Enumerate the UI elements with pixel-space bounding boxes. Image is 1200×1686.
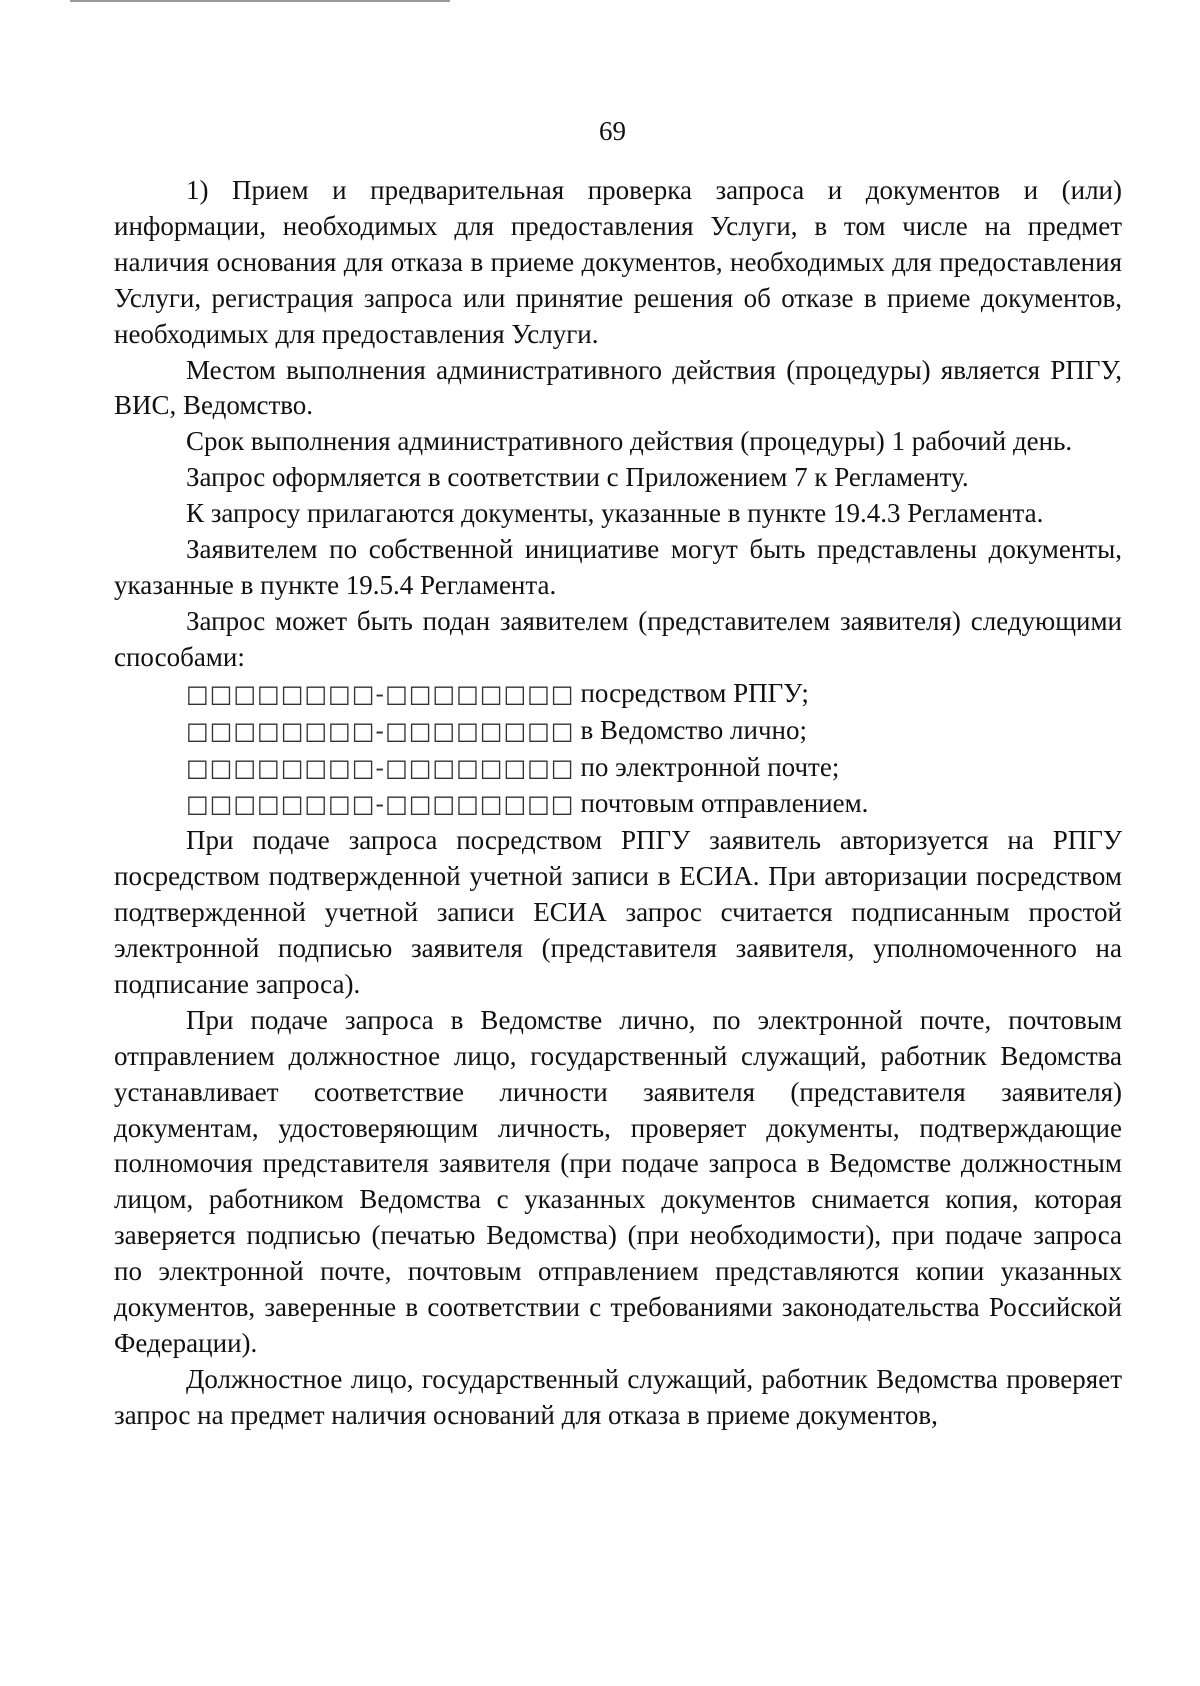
list-item: [114, 750, 1122, 787]
paragraph-attachments: К запросу прилагаются документы, указанные в пункте 19.4.3 Регламента.: [186, 498, 1044, 529]
list-marker: □□□□□□□□-□□□□□□□□: [186, 753, 575, 782]
paragraph-own-initiative: Заявителем по собственной инициативе могут быть представлены документы, указанные в пункте 19.5.4 Регламента.: [114, 534, 1122, 600]
list-marker: □□□□□□□□-□□□□□□□□: [186, 790, 575, 819]
list-marker: □□□□□□□□-□□□□□□□□: [186, 716, 575, 745]
list-item: [114, 676, 1122, 713]
list-item-text: по электронной почте;: [580, 751, 840, 782]
paragraph-official-check: Должностное лицо, государственный служащий, работник Ведомства проверяет запрос на предмет наличия оснований для отказа в приеме документов,: [114, 1363, 1122, 1430]
paragraph-methods: Запрос может быть подан заявителем (представителем заявителя) следующими способами:: [114, 605, 1122, 672]
list-item-text: посредством РПГУ;: [580, 677, 809, 708]
paragraph-rpgu-submission: При подаче запроса посредством РПГУ заявитель авторизуется на РПГУ посредством подтвержденной учетной записи в ЕСИА. При авторизации посредством подтвержденной учетной записи ЕСИА запрос считается подписанным простой электронной подписью заявителя (представителя заявителя, уполномоченного на подписание запроса).: [114, 825, 1122, 999]
document-body: [114, 173, 1122, 1434]
paragraph-form: Запрос оформляется в соответствии с Приложением 7 к Регламенту.: [186, 462, 969, 493]
paragraph-step-1: 1) Прием и предварительная проверка запроса и документов и (или) информации, необходимых для предоставления Услуги, в том числе на предмет наличия основания для отказа в приеме документов, необходимых для предоставления Услуги, регистрация запроса или принятие решения об отказе в приеме документов, необходимых для предоставления Услуги.: [114, 175, 1122, 349]
paragraph-in-person-submission: При подаче запроса в Ведомстве лично, по электронной почте, почтовым отправлением должностное лицо, государственный служащий, работник Ведомства устанавливает соответствие личности заявителя (представителя заявителя) документам, удостоверяющим личность, проверяет документы, подтверждающие полномочия представителя заявителя (при подаче запроса в Ведомстве должностным лицом, работником Ведомства с указанных документов снимается копия, которая заверяется подписью (печатью Ведомства) (при необходимости), при подаче запроса по электронной почте, почтовым отправлением представляются копии указанных документов, заверенные в соответствии с требованиями законодательства Российской Федерации).: [114, 1004, 1122, 1358]
paragraph-place: Местом выполнения административного действия (процедуры) является РПГУ, ВИС, Ведомство.: [114, 354, 1122, 421]
list-item: [114, 786, 1122, 823]
paragraph-term: Срок выполнения административного действия (процедуры) 1 рабочий день.: [186, 426, 1073, 457]
list-item: [114, 713, 1122, 750]
list-item-text: почтовым отправлением.: [580, 788, 869, 819]
page-number: 69: [599, 116, 626, 146]
scan-edge: [70, 0, 450, 2]
list-item-text: в Ведомство лично;: [580, 714, 807, 745]
list-marker: □□□□□□□□-□□□□□□□□: [186, 679, 575, 708]
